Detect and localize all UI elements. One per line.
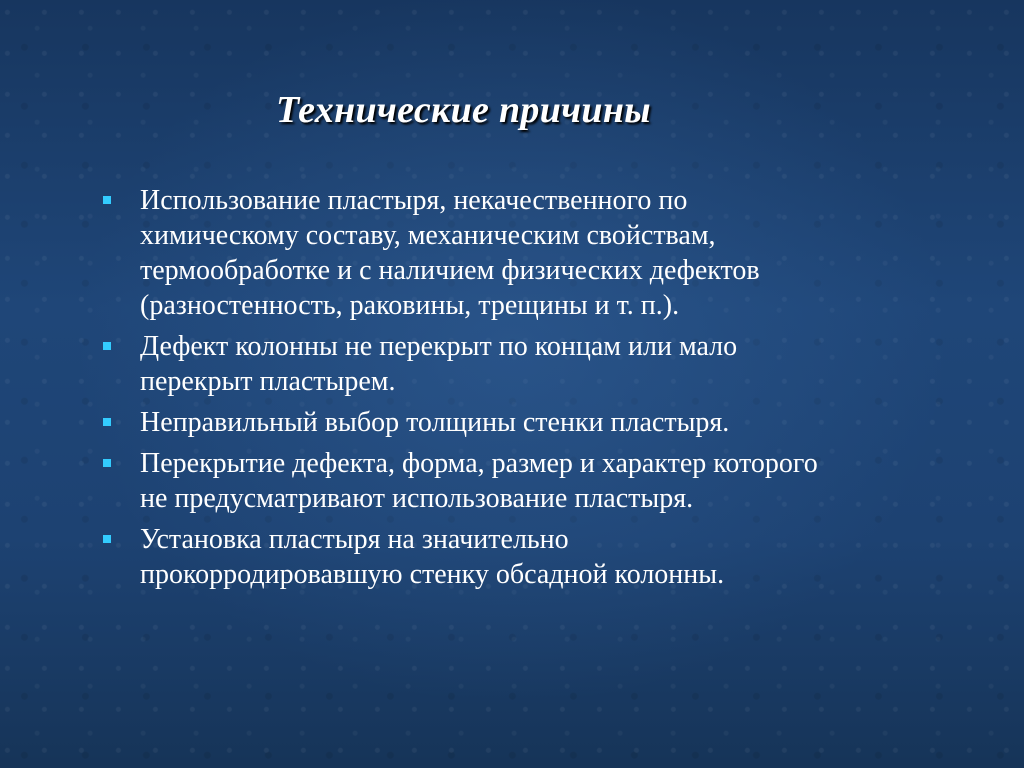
bullet-line: Установка пластыря на значительно <box>140 524 569 555</box>
bullet-line: прокорродировавшую стенку обсадной колонны. <box>140 559 725 590</box>
bullet-item-1 <box>100 183 980 323</box>
bullet-item-2 <box>100 329 980 399</box>
bullet-line: (разностенность, раковины, трещины и т. п.). <box>140 290 680 321</box>
bullet-line: термообработке и с наличием физических дефектов <box>140 255 760 286</box>
bullet-line: химическому составу, механическим свойствам, <box>140 220 716 251</box>
bullet-item-3 <box>100 405 980 440</box>
bullet-line: Дефект колонны не перекрыт по концам или мало <box>140 331 738 362</box>
square-bullet-icon <box>103 196 111 204</box>
bullet-list <box>100 183 980 598</box>
bullet-line: Неправильный выбор толщины стенки пластыря. <box>140 407 730 438</box>
slide-title: Технические причины <box>276 89 651 131</box>
square-bullet-icon <box>103 535 111 543</box>
bullet-item-4 <box>100 446 980 516</box>
bullet-line: не предусматривают использование пластыря. <box>140 483 694 514</box>
square-bullet-icon <box>103 418 111 426</box>
square-bullet-icon <box>103 459 111 467</box>
bullet-line: Использование пластыря, некачественного по <box>140 185 688 216</box>
bullet-line: Перекрытие дефекта, форма, размер и характер которого <box>140 448 818 479</box>
bullet-line: перекрыт пластырем. <box>140 366 396 397</box>
square-bullet-icon <box>103 342 111 350</box>
bullet-item-5 <box>100 522 980 592</box>
